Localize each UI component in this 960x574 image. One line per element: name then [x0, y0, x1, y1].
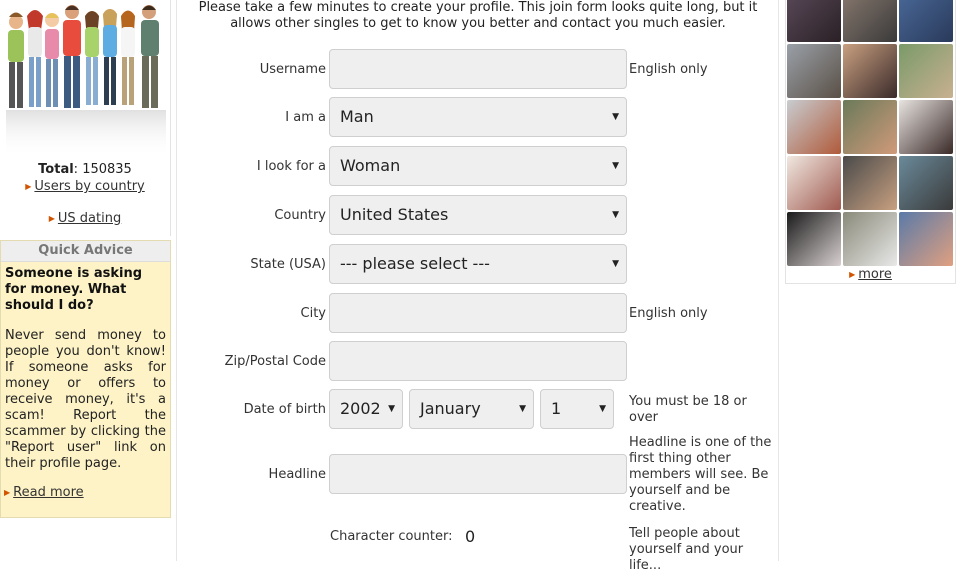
iam-select[interactable] [329, 97, 627, 137]
member-photo[interactable] [787, 0, 841, 42]
state-value: --- please select --- [340, 254, 490, 273]
member-photo[interactable] [843, 212, 897, 266]
bullet-arrow-icon: ▶ [4, 488, 11, 497]
members-group-illustration [2, 0, 170, 160]
content-divider-right [778, 0, 779, 561]
dob-note: You must be 18 or over [629, 394, 747, 425]
headline-label: Headline [268, 467, 326, 482]
member-photo[interactable] [843, 100, 897, 154]
dob-day-select[interactable] [540, 389, 614, 429]
total-value: 150835 [82, 162, 132, 177]
bullet-arrow-icon: ▶ [25, 182, 32, 191]
zip-input[interactable] [329, 341, 627, 381]
left-sidebar [0, 0, 172, 561]
country-select[interactable] [329, 195, 627, 235]
city-label: City [300, 306, 326, 321]
member-photo[interactable] [843, 156, 897, 210]
city-note: English only [629, 306, 708, 321]
member-photo[interactable] [899, 156, 953, 210]
member-photo[interactable] [787, 44, 841, 98]
dob-month-select[interactable] [409, 389, 534, 429]
username-label: Username [259, 62, 326, 77]
read-more-link[interactable]: Read more [13, 485, 84, 500]
advice-question: Someone is asking for money. What should I do? [5, 266, 143, 313]
bullet-arrow-icon: ▶ [849, 270, 856, 279]
member-photo[interactable] [899, 0, 953, 42]
member-photo[interactable] [843, 0, 897, 42]
quick-advice-box [0, 240, 171, 518]
content-divider-left [176, 0, 177, 561]
headline-input[interactable] [329, 454, 627, 494]
member-photos-panel [785, 0, 956, 284]
dropdown-arrow-icon: ▼ [612, 161, 619, 171]
read-more-row [4, 485, 84, 500]
form-intro: Please take a few minutes to create your profile. This join form looks quite long, but it allows other singles to get to know you better and contact you much easier. [198, 0, 758, 31]
total-members: Total: 150835 [38, 162, 132, 177]
total-label: Total [38, 162, 74, 177]
us-dating-link[interactable]: US dating [57, 211, 122, 226]
more-photos-row [786, 267, 955, 282]
dob-month-value: January [420, 399, 481, 418]
iam-label: I am a [285, 110, 326, 125]
dropdown-arrow-icon: ▼ [599, 404, 606, 414]
advice-body: Never send money to people you don't know! If someone asks for money or offers to receive money, it's a scam! Report the scammer by clicking the "Report user" link on their profile page. [5, 328, 166, 471]
users-by-country-row [0, 179, 170, 194]
username-note: English only [629, 62, 708, 77]
zip-label: Zip/Postal Code [224, 354, 326, 369]
dob-year-select[interactable] [329, 389, 403, 429]
users-by-country-link[interactable]: Users by country [34, 179, 145, 194]
lookfor-label: I look for a [256, 159, 326, 174]
dropdown-arrow-icon: ▼ [612, 259, 619, 269]
state-label: State (USA) [250, 257, 326, 272]
member-photo[interactable] [787, 100, 841, 154]
more-photos-link[interactable]: more [858, 267, 892, 282]
quick-advice-title: Quick Advice [1, 241, 170, 262]
country-value: United States [340, 205, 449, 224]
country-label: Country [274, 208, 326, 223]
sidebar-divider [170, 0, 171, 236]
city-input[interactable] [329, 293, 627, 333]
member-photo[interactable] [899, 212, 953, 266]
lookfor-select[interactable] [329, 146, 627, 186]
member-photo[interactable] [899, 44, 953, 98]
iam-value: Man [340, 107, 374, 126]
dob-day-value: 1 [551, 399, 562, 418]
username-input[interactable] [329, 49, 627, 89]
dropdown-arrow-icon: ▼ [519, 404, 526, 414]
member-photo[interactable] [899, 100, 953, 154]
state-select[interactable] [329, 244, 627, 284]
dob-label: Date of birth [243, 402, 326, 417]
dropdown-arrow-icon: ▼ [612, 210, 619, 220]
dropdown-arrow-icon: ▼ [612, 112, 619, 122]
about-note: Tell people about yourself and your life... [629, 526, 744, 573]
member-photo[interactable] [787, 156, 841, 210]
headline-note: Headline is one of the first thing other members will see. Be yourself and be creative. [629, 435, 772, 514]
dob-year-value: 2002 [340, 399, 381, 418]
dropdown-arrow-icon: ▼ [388, 404, 395, 414]
character-counter-label: Character counter: [330, 529, 453, 544]
bullet-arrow-icon: ▶ [48, 214, 55, 223]
member-photo[interactable] [843, 44, 897, 98]
us-dating-row [0, 211, 170, 226]
member-photo[interactable] [787, 212, 841, 266]
character-counter-value: 0 [465, 527, 476, 546]
lookfor-value: Woman [340, 156, 401, 175]
